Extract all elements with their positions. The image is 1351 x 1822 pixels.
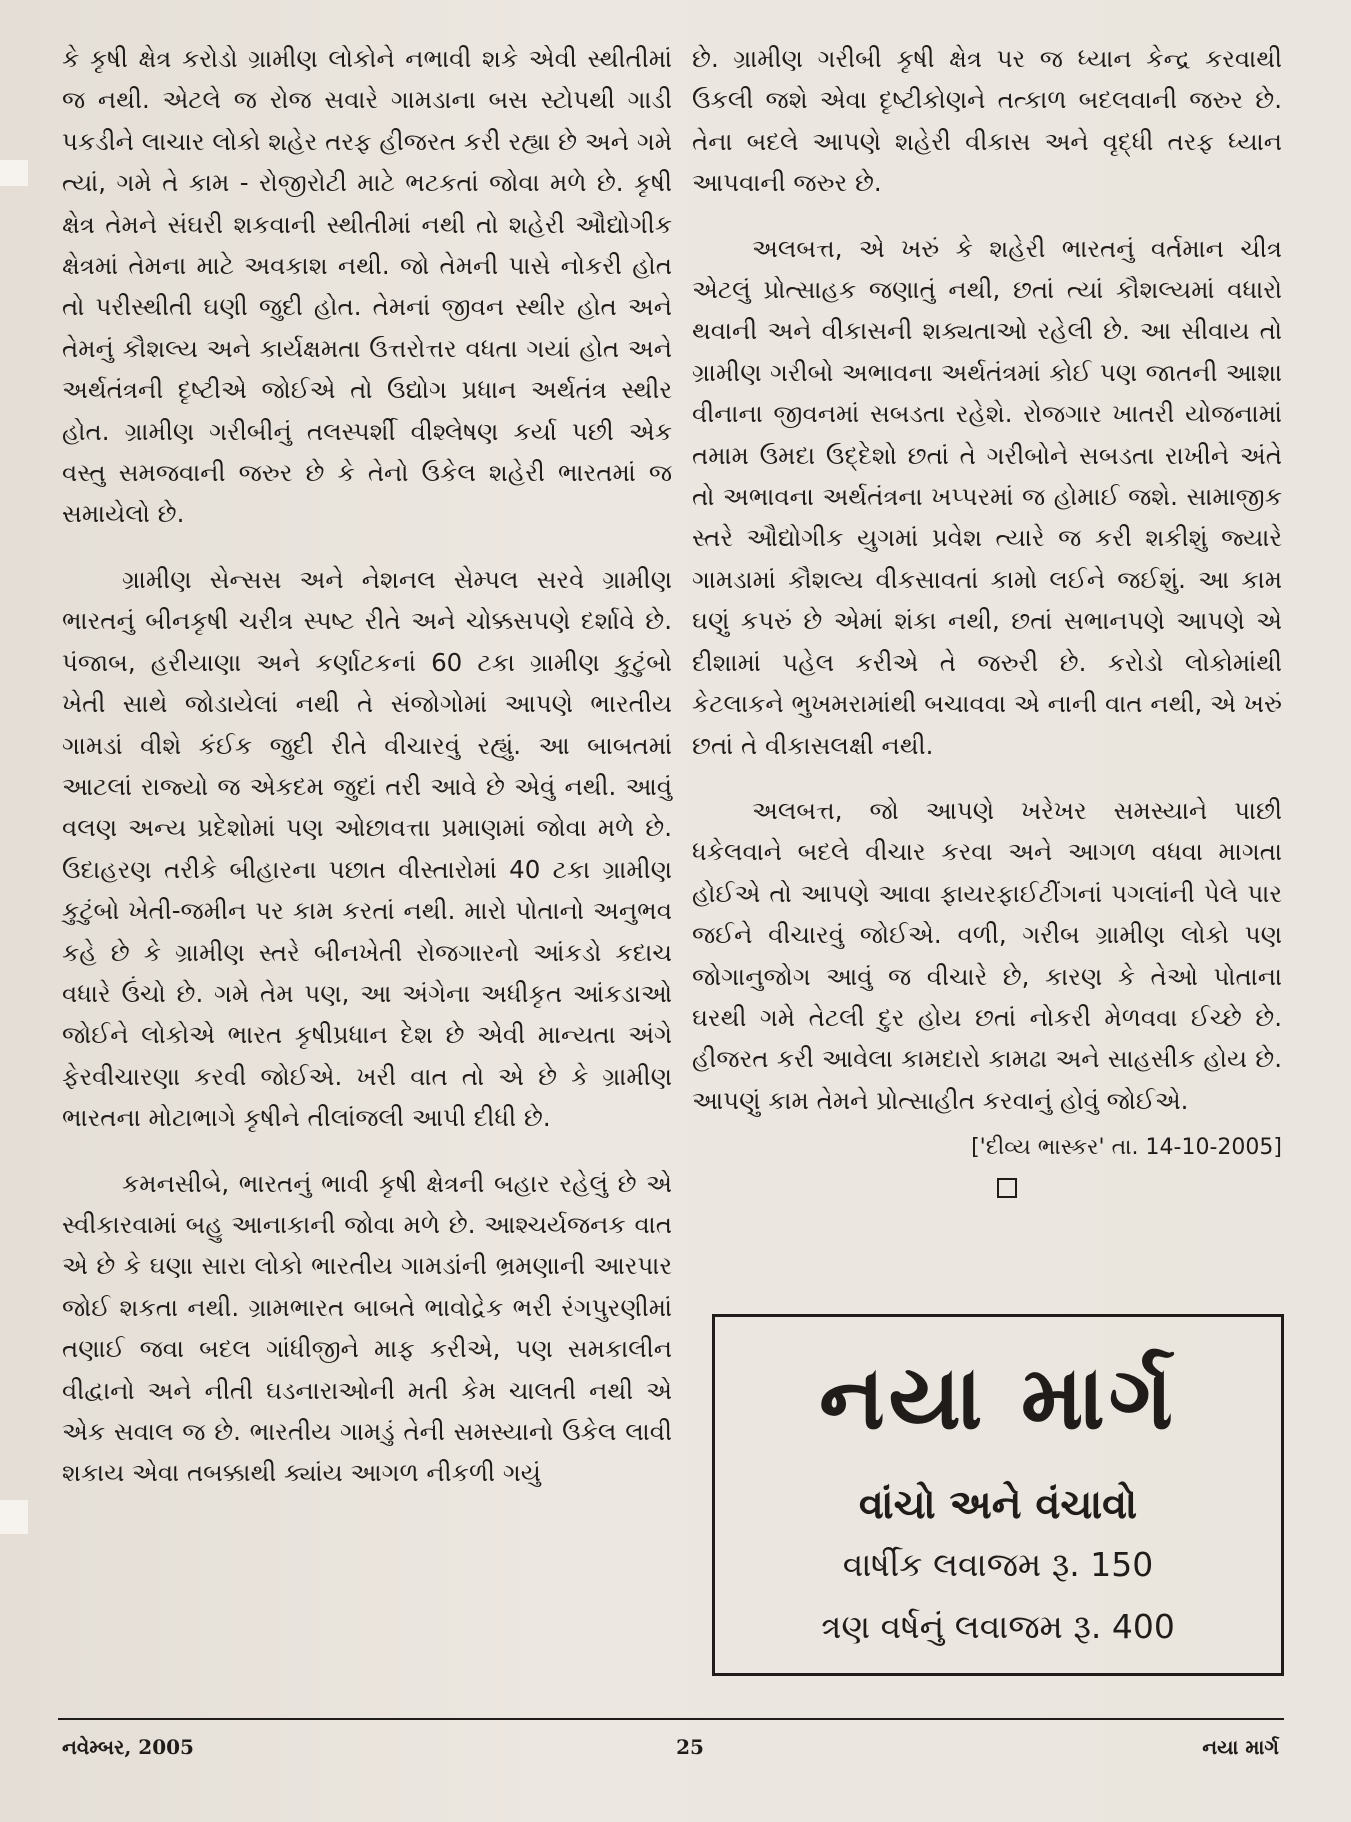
paragraph: અલબત્ત, જો આપણે ખરેખર સમસ્યાને પાછી ધકેલવાને બદલે વીચાર કરવા અને આગળ વધવા માગતા હોઈએ તો આપણે આવા ફાયરફાઈટીંગનાં પગલાંની પેલે પાર જઈને વીચારવું જોઈએ. વળી, ગરીબ ગ્રામીણ લોકો પણ જોગાનુજોગ આવું જ વીચારે છે, કારણ કે તેઓ પોતાના ઘરથી ગમે તેટલી દુર હોય છતાં નોકરી મેળવવા ઈચ્છે છે. હીજરત કરી આવેલા કામદારો કામઢા અને સાહસીક હોય છે. આપણું કામ તેમને પ્રોત્સાહીત કરવાનું હોવું જોઈએ. — [692, 795, 1282, 1115]
footer-divider — [58, 1718, 1284, 1720]
paragraph: અલબત્ત, એ ખરું કે શહેરી ભારતનું વર્તમાન ચીત્ર એટલું પ્રોત્સાહક જણાતું નથી, છતાં ત્યાં કૌશલ્યમાં વધારો થવાની અને વીકાસની શક્યતાઓ રહેલી છે. આ સીવાય તો ગ્રામીણ ગરીબો અભાવના અર્થતંત્રમાં કોઈ પણ જાતની આશા વીનાના જીવનમાં સબડતા રહેશે. રોજગાર ખાતરી યોજનામાં તમામ ઉમદા ઉદ્દેશો છતાં તે ગરીબોને સબડતા રાખીને અંતે તો અભાવના અર્થતંત્રના ખપ્પરમાં જ હોમાઈ જશે. સામાજીક સ્તરે ઔદ્યોગીક યુગમાં પ્રવેશ ત્યારે જ કરી શકીશું જ્યારે ગામડામાં કૌશલ્ય વીકસાવતાં કામો લઈને જઈશું. આ કામ ઘણું કપરું છે એમાં શંકા નથી, છતાં સભાનપણે આપણે એ દીશામાં પહેલ કરીએ તે જરુરી છે. કરોડો લોકોમાંથી કેટલાકને ભુખમરામાંથી બચાવવા એ નાની વાત નથી, એ ખરું છતાં તે વીકાસલક્ષી નથી. — [692, 233, 1282, 760]
footer-magazine-name: નયા માર્ગ — [1202, 1735, 1279, 1759]
end-of-article-mark — [692, 1169, 1282, 1203]
square-icon — [997, 1178, 1017, 1198]
ad-title: નયા માર્ગ — [819, 1346, 1177, 1449]
page-number: 25 — [676, 1735, 704, 1759]
left-column — [62, 38, 672, 1494]
ad-slogan: વાંચો અને વંચાવો — [858, 1482, 1138, 1528]
torn-edge — [0, 160, 28, 186]
torn-edge — [0, 1500, 28, 1534]
paragraph: કે કૃષી ક્ષેત્ર કરોડો ગ્રામીણ લોકોને નભાવી શકે એવી સ્થીતીમાં જ નથી. એટલે જ રોજ સવારે ગામડાના બસ સ્ટોપથી ગાડી પકડીને લાચાર લોકો શહેર તરફ હીજરત કરી રહ્યા છે અને ગમે ત્યાં, ગમે તે કામ - રોજીરોટી માટે ભટકતાં જોવા મળે છે. કૃષી ક્ષેત્ર તેમને સંઘરી શકવાની સ્થીતીમાં નથી તો શહેરી ઔદ્યોગીક ક્ષેત્રમાં તેમના માટે અવકાશ નથી. જો તેમની પાસે નોકરી હોત તો પરીસ્થીતી ઘણી જુદી હોત. તેમનાં જીવન સ્થીર હોત અને તેમનું કૌશલ્ય અને કાર્યક્ષમતા ઉત્તરોત્તર વધતા ગયાં હોત અને અર્થતંત્રની દૃષ્ટીએ જોઈએ તો ઉદ્યોગ પ્રધાન અર્થતંત્ર સ્થીર હોત. ગ્રામીણ ગરીબીનું તલસ્પર્શી વીશ્લેષણ કર્યા પછી એક વસ્તુ સમજવાની જરુર છે કે તેનો ઉકેલ શહેરી ભારતમાં જ સમાયેલો છે. — [62, 44, 672, 529]
source-citation: ['દીવ્ય ભાસ્કર' તા. 14-10-2005] — [971, 1135, 1282, 1161]
annual-subscription: વાર્ષીક લવાજમ રૂ. 150 — [842, 1545, 1154, 1584]
right-column — [692, 38, 1282, 1203]
paragraph: કમનસીબે, ભારતનું ભાવી કૃષી ક્ષેત્રની બહાર રહેલું છે એ સ્વીકારવામાં બહુ આનાકાની જોવા મળે છે. આશ્ચર્યજનક વાત એ છે કે ઘણા સારા લોકો ભારતીય ગામડાંની ભ્રમણાની આરપાર જોઈ શકતા નથી. ગ્રામભારત બાબતે ભાવોદ્રેક ભરી રંગપુરણીમાં તણાઈ જવા બદલ ગાંધીજીને માફ કરીએ, પણ સમકાલીન વીદ્વાનો અને નીતી ઘડનારાઓની મતી કેમ ચાલતી નથી એ એક સવાલ જ છે. ભારતીય ગામડું તેની સમસ્યાનો ઉકેલ લાવી શકાય એવા તબક્કાથી ક્યાંય આગળ નીકળી ગયું — [62, 1168, 672, 1488]
three-year-subscription: ત્રણ વર્ષનું લવાજમ રૂ. 400 — [821, 1607, 1175, 1646]
subscription-ad — [712, 1314, 1284, 1676]
paragraph: છે. ગ્રામીણ ગરીબી કૃષી ક્ષેત્ર પર જ ધ્યાન કેન્દ્ર કરવાથી ઉકલી જશે એવા દૃષ્ટીકોણને તત્કાળ બદલવાની જરુર છે. તેના બદલે આપણે શહેરી વીકાસ અને વૃદ્ધી તરફ ધ્યાન આપવાની જરુર છે. — [692, 44, 1282, 198]
paragraph: ગ્રામીણ સેન્સસ અને નેશનલ સેમ્પલ સરવે ગ્રામીણ ભારતનું બીનકૃષી ચરીત્ર સ્પષ્ટ રીતે અને ચોક્કસપણે દર્શાવે છે. પંજાબ, હરીયાણા અને કર્ણાટકનાં 60 ટકા ગ્રામીણ કુટુંબો ખેતી સાથે જોડાયેલાં નથી તે સંજોગોમાં આપણે ભારતીય ગામડાં વીશે કંઈક જુદી રીતે વીચારવું રહ્યું. આ બાબતમાં આટલાં રાજ્યો જ એકદમ જુદાં તરી આવે છે એવું નથી. આવું વલણ અન્ય પ્રદેશોમાં પણ ઓછાવત્તા પ્રમાણમાં જોવા મળે છે. ઉદાહરણ તરીકે બીહારના પછાત વીસ્તારોમાં 40 ટકા ગ્રામીણ કુટુંબો ખેતી-જમીન પર કામ કરતાં નથી. મારો પોતાનો અનુભવ કહે છે કે ગ્રામીણ સ્તરે બીનખેતી રોજગારનો આંકડો કદાચ વધારે ઉંચો છે. ગમે તેમ પણ, આ અંગેના અધીકૃત આંકડાઓ જોઈને લોકોએ ભારત કૃષીપ્રધાન દેશ છે એવી માન્યતા અંગે ફેરવીચારણા કરવી જોઈએ. ખરી વાત તો એ છે કે ગ્રામીણ ભારતના મોટાભાગે કૃષીને તીલાંજલી આપી દીધી છે. — [62, 564, 672, 1133]
footer-date: નવેમ્બર, 2005 — [62, 1735, 194, 1759]
